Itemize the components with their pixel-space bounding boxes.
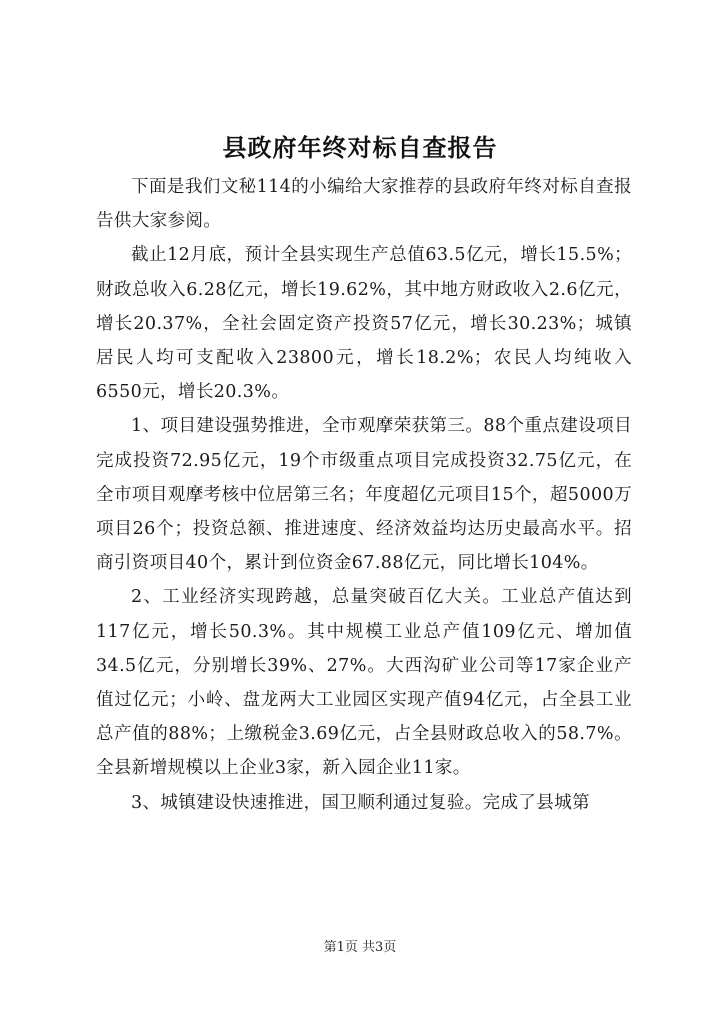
paragraph-projects: 1、项目建设强势推进，全市观摩荣获第三。88个重点建设项目完成投资72.95亿元，19个市级重点项目完成投资32.75亿元，在全市项目观摩考核中位居第三名；年度超亿元项目15个，超5000万项目26个；投资总额、推进速度、经济效益均达历史最高水平。招商引资项目40个，累计到位资金67.88亿元，同比增长104%。 bbox=[96, 416, 632, 574]
paragraph-intro: 下面是我们文秘114的小编给大家推荐的县政府年终对标自查报告供大家参阅。 bbox=[96, 177, 632, 232]
paragraph-urban: 3、城镇建设快速推进，国卫顺利通过复验。完成了县城第 bbox=[131, 792, 591, 813]
page-number-footer: 第1页 共3页 bbox=[323, 940, 397, 955]
document-body bbox=[96, 170, 632, 820]
paragraph-summary: 截止12月底，预计全县实现生产总值63.5亿元，增长15.5%；财政总收入6.28亿元，增长19.62%，其中地方财政收入2.6亿元，增长20.37%，全社会固定资产投资57亿元，增长30.23%；城镇居民人均可支配收入23800元，增长18.2%；农民人均纯收入6550元，增长20.3%。 bbox=[96, 245, 632, 403]
document-title: 县政府年终对标自查报告 bbox=[222, 133, 498, 162]
paragraph-industry: 2、工业经济实现跨越，总量突破百亿大关。工业总产值达到117亿元，增长50.3%。其中规模工业总产值109亿元、增加值34.5亿元，分别增长39%、27%。大西沟矿业公司等17家企业产值过亿元；小岭、盘龙两大工业园区实现产值94亿元，占全县工业总产值的88%；上缴税金3.69亿元，占全县财政总收入的58.7%。全县新增规模以上企业3家，新入园企业11家。 bbox=[96, 587, 632, 779]
